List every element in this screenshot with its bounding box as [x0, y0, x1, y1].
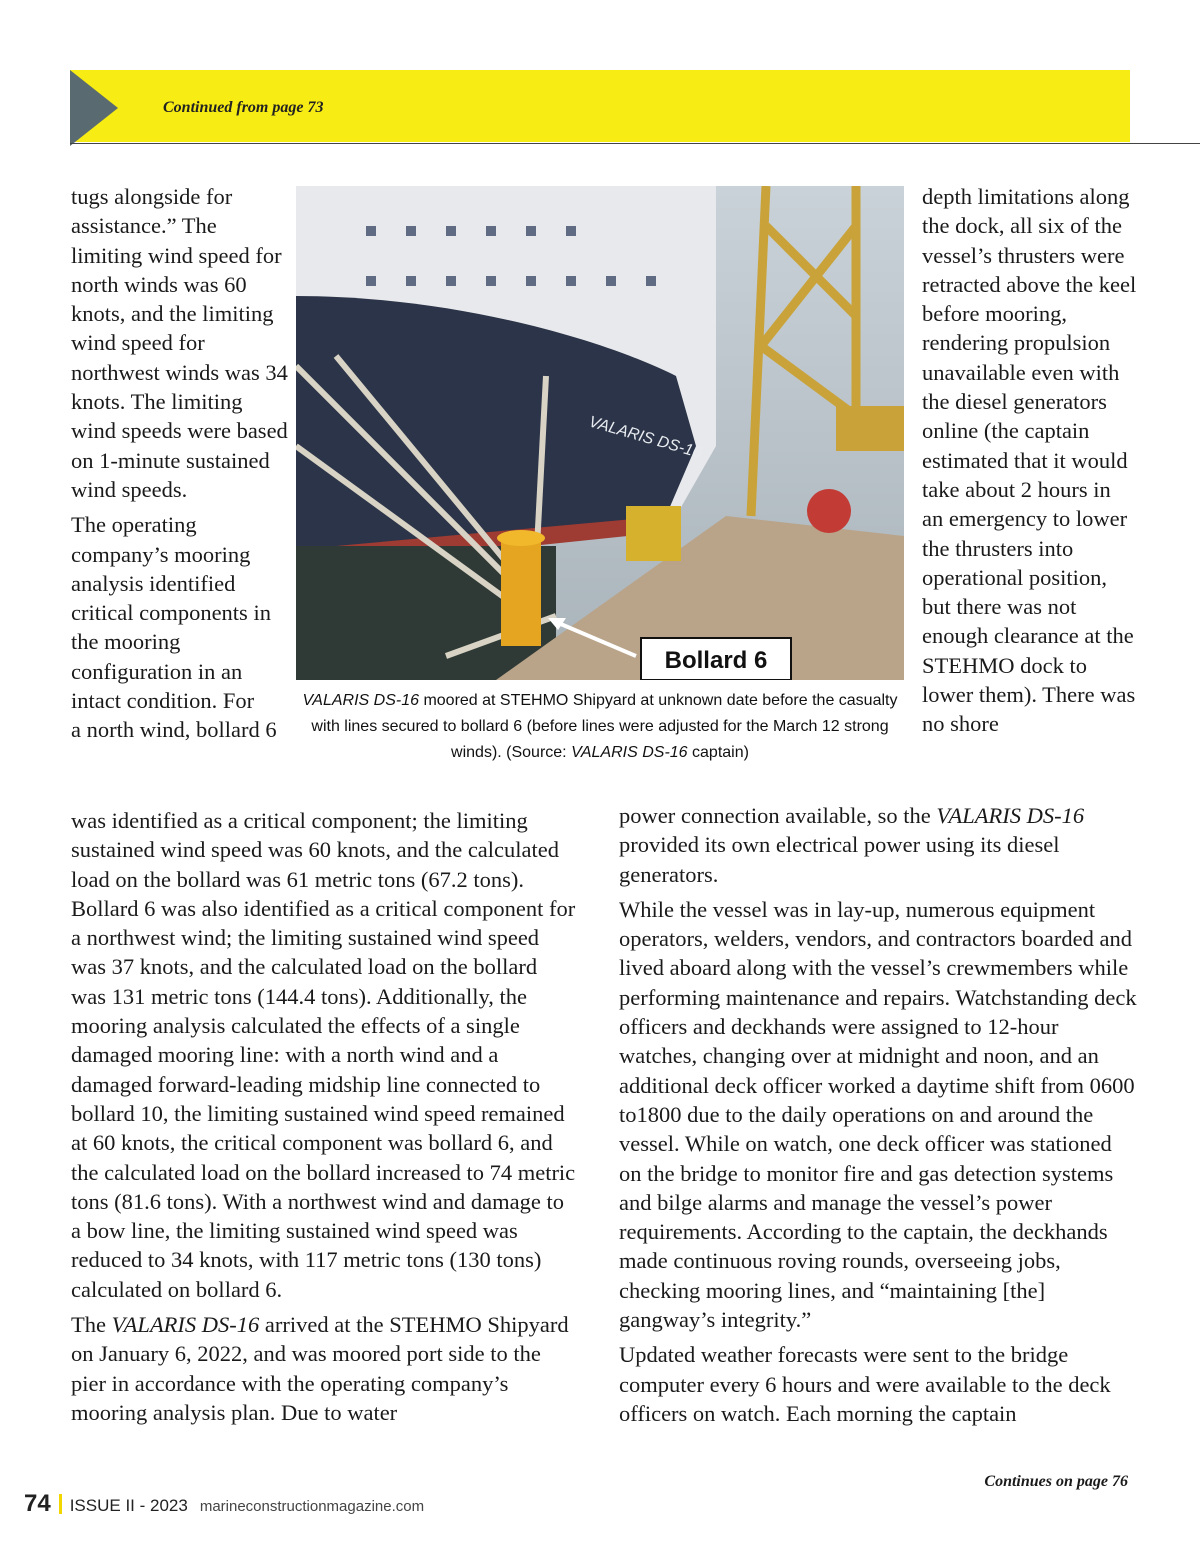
bollard-post	[501, 536, 541, 646]
paragraph-text: provided its own electrical power using its diesel generators.	[619, 832, 1060, 887]
article-photo	[296, 186, 904, 680]
cable-reel	[807, 489, 851, 533]
footer-divider	[59, 1494, 62, 1514]
right-narrow-column	[922, 182, 1137, 739]
page-number: 74	[24, 1490, 51, 1517]
caption-text-part1: moored at STEHMO Shipyard at unknown date before the casualty with lines secured to bollard 6 (before lines were adjusted for the March 12 strong winds). (Source:	[311, 692, 898, 761]
paragraph-weather: Updated weather forecasts were sent to the bridge computer every 6 hours and were available to the deck officers on watch. Each morning the captain	[619, 1342, 1111, 1426]
vessel-name: VALARIS DS-16	[111, 1312, 260, 1338]
hull-name: VALARIS DS-16	[586, 413, 704, 462]
vessel-name: VALARIS DS-16	[936, 803, 1085, 828]
paragraph-text: power connection available, so the	[619, 803, 937, 828]
paragraph-mooring-analysis-cont: was identified as a critical component; the limiting sustained wind speed was 60 knots, and the calculated load on the bollard was 61 metric tons (67.2 tons). Bollard 6 was also identified as a critical component for a northwest wind; the limiting sustained wind speed was 37 knots, and the calculated load on the bollard was 131 metric tons (144.4 tons). Additionally, the mooring analysis calculated the effects of a single damaged mooring line: with a north wind and a damaged forward-leading midship line connected to bollard 10, the limiting sustained wind speed remained at 60 knots, the critical component was bollard 6, and the calculated load on the bollard increased to 74 metric tons (81.6 tons). With a northwest wind and damage to a bow line, the limiting sustained wind speed was reduced to 34 knots, with 117 metric tons (130 tons) calculated on bollard 6.	[71, 808, 576, 1302]
continues-on-label: Continues on page 76	[984, 1473, 1128, 1490]
paragraph-lay-up: While the vessel was in lay-up, numerous equipment operators, welders, vendors, and contractors boarded and lived aboard along with the vessel’s crewmembers while performing maintenance and repairs. Watchstanding deck officers and deckhands were assigned to 12-hour watches, changing over at midnight and noon, and an additional deck officer worked a daytime shift from 0600 to1800 due to the daily operations on and around the vessel. While on watch, one deck officer was stationed on the bridge to monitor fire and gas detection systems and bilge alarms and manage the vessel’s power requirements. According to the captain, the deckhands made continuous roving rounds, overseeing jobs, checking mooring lines, and “maintaining [the] gangway’s integrity.”	[619, 896, 1137, 1333]
paragraph-text-runover: a north wind, bollard 6	[71, 717, 277, 743]
paragraph-thrusters: depth limitations along the dock, all six of the vessel’s thrusters were retracted above the keel before mooring, rendering propulsion unavailable even with the diesel generators online (the captain estimated that it would take about 2 hours in an emergency to lower the thrusters into operational position, but there was not enough clearance at the STEHMO dock to lower them). There was no shore	[922, 184, 1137, 737]
ship-bollard-illustration	[296, 186, 904, 680]
paragraph-text: arrived at the STEHMO Shipyard on January 6, 2022, and was moored port side to the pier in accordance with the operating company’s mooring analysis plan. Due to water	[71, 1312, 569, 1425]
page-footer	[24, 1490, 424, 1518]
left-narrow-column	[71, 182, 291, 745]
caption-text-part2: captain)	[687, 744, 749, 761]
paragraph-mooring-analysis-start	[71, 510, 291, 744]
issue-label: ISSUE II - 2023	[69, 1496, 188, 1515]
left-wide-column	[71, 806, 576, 1427]
banner-arrow-icon	[70, 70, 118, 146]
site-url: marineconstructionmagazine.com	[199, 1498, 425, 1515]
caption-vessel-name: VALARIS DS-16	[302, 692, 419, 709]
photo-caption	[296, 688, 904, 766]
paragraph-power	[619, 801, 1139, 889]
right-wide-column	[619, 801, 1139, 1428]
caption-vessel-name-2: VALARIS DS-16	[571, 744, 688, 761]
bollard-cap	[497, 530, 545, 546]
paragraph-text: The operating company’s mooring analysis identified critical components in the mooring configuration in an intact condition. For	[71, 512, 271, 714]
continued-from-label: Continued from page 73	[163, 99, 324, 116]
banner-divider	[70, 143, 1200, 144]
bollard-sign-label: Bollard 6	[664, 647, 768, 674]
access-stairs	[626, 506, 681, 561]
paragraph-text: The	[71, 1312, 112, 1338]
crane-beam	[836, 406, 904, 451]
paragraph-arrival	[71, 1310, 576, 1427]
paragraph-wind-limits: tugs alongside for assistance.” The limiting wind speed for north winds was 60 knots, and the limiting wind speed for northwest winds was 34 knots. The limiting wind speeds were based on 1-minute sustained wind speeds.	[71, 184, 288, 502]
